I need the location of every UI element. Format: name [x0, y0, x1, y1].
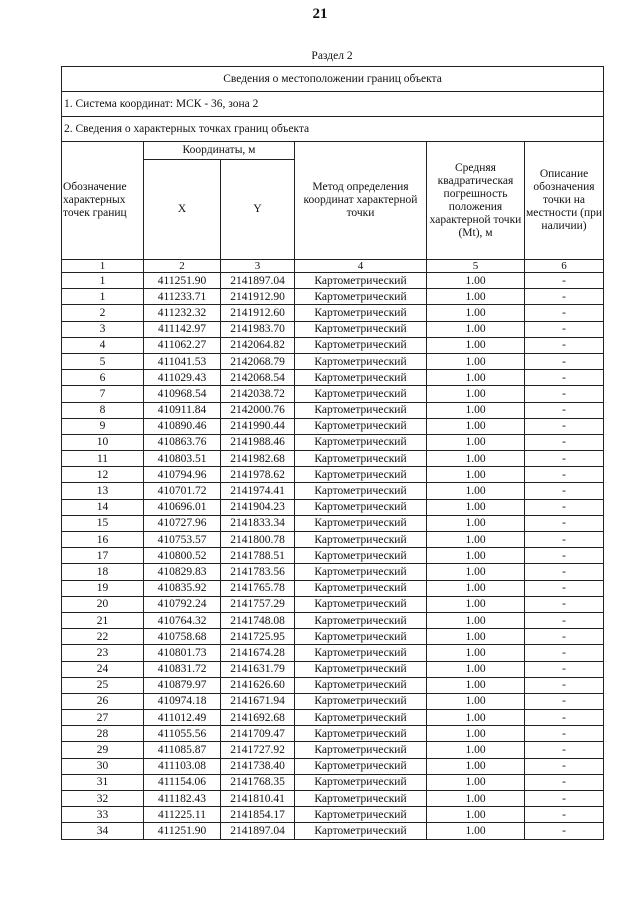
table-row — [62, 596, 604, 612]
method-cell: Картометрический — [295, 483, 427, 499]
x-coordinate-cell: 410794.96 — [144, 467, 221, 483]
header-coordinates: Координаты, м — [144, 142, 295, 160]
x-coordinate-cell: 411251.90 — [144, 823, 221, 839]
description-cell: - — [525, 661, 604, 677]
y-coordinate-cell: 2141725.95 — [221, 629, 295, 645]
table-row — [62, 273, 604, 289]
point-number-cell: 3 — [62, 321, 144, 337]
table-row — [62, 532, 604, 548]
y-coordinate-cell: 2141727.92 — [221, 742, 295, 758]
x-coordinate-cell: 411182.43 — [144, 791, 221, 807]
point-number-cell: 24 — [62, 661, 144, 677]
points-heading-row — [62, 117, 604, 142]
x-coordinate-cell: 410792.24 — [144, 596, 221, 612]
point-number-cell: 2 — [62, 305, 144, 321]
page-number: 21 — [312, 6, 328, 22]
point-number-cell: 13 — [62, 483, 144, 499]
header-x: X — [144, 160, 221, 260]
point-number-cell: 23 — [62, 645, 144, 661]
point-number-cell: 5 — [62, 353, 144, 369]
method-cell: Картометрический — [295, 612, 427, 628]
description-cell: - — [525, 451, 604, 467]
description-cell: - — [525, 726, 604, 742]
accuracy-cell: 1.00 — [427, 693, 525, 709]
method-cell: Картометрический — [295, 337, 427, 353]
point-number-cell: 1 — [62, 273, 144, 289]
table-row — [62, 418, 604, 434]
y-coordinate-cell: 2141854.17 — [221, 807, 295, 823]
x-coordinate-cell: 410890.46 — [144, 418, 221, 434]
accuracy-cell: 1.00 — [427, 337, 525, 353]
y-coordinate-cell: 2141788.51 — [221, 548, 295, 564]
x-coordinate-cell: 411251.90 — [144, 273, 221, 289]
table-row — [62, 434, 604, 450]
x-coordinate-cell: 410727.96 — [144, 515, 221, 531]
accuracy-cell: 1.00 — [427, 532, 525, 548]
method-cell: Картометрический — [295, 353, 427, 369]
y-coordinate-cell: 2141674.28 — [221, 645, 295, 661]
x-coordinate-cell: 411062.27 — [144, 337, 221, 353]
y-coordinate-cell: 2141983.70 — [221, 321, 295, 337]
method-cell: Картометрический — [295, 467, 427, 483]
y-coordinate-cell: 2141978.62 — [221, 467, 295, 483]
method-cell: Картометрический — [295, 693, 427, 709]
table-row — [62, 564, 604, 580]
point-number-cell: 12 — [62, 467, 144, 483]
method-cell: Картометрический — [295, 305, 427, 321]
y-coordinate-cell: 2141897.04 — [221, 823, 295, 839]
table-row — [62, 758, 604, 774]
accuracy-cell: 1.00 — [427, 791, 525, 807]
table-row — [62, 289, 604, 305]
y-coordinate-cell: 2141765.78 — [221, 580, 295, 596]
accuracy-cell: 1.00 — [427, 499, 525, 515]
description-cell: - — [525, 710, 604, 726]
y-coordinate-cell: 2142068.54 — [221, 370, 295, 386]
accuracy-cell: 1.00 — [427, 823, 525, 839]
method-cell: Картометрический — [295, 402, 427, 418]
table-row — [62, 742, 604, 758]
table-row — [62, 467, 604, 483]
y-coordinate-cell: 2141974.41 — [221, 483, 295, 499]
header-designation: Обозначение характерных точек границ — [62, 142, 144, 260]
point-number-cell: 4 — [62, 337, 144, 353]
accuracy-cell: 1.00 — [427, 515, 525, 531]
x-coordinate-cell: 411055.56 — [144, 726, 221, 742]
point-number-cell: 19 — [62, 580, 144, 596]
accuracy-cell: 1.00 — [427, 564, 525, 580]
x-coordinate-cell: 410758.68 — [144, 629, 221, 645]
coord-system-text: 1. Система координат: МСК - 36, зона 2 — [62, 92, 604, 117]
accuracy-cell: 1.00 — [427, 612, 525, 628]
description-cell: - — [525, 370, 604, 386]
point-number-cell: 22 — [62, 629, 144, 645]
accuracy-cell: 1.00 — [427, 742, 525, 758]
description-cell: - — [525, 402, 604, 418]
table-title: Сведения о местоположении границ объекта — [62, 67, 604, 92]
description-cell: - — [525, 807, 604, 823]
table-row — [62, 645, 604, 661]
table-row — [62, 370, 604, 386]
accuracy-cell: 1.00 — [427, 402, 525, 418]
column-number: 4 — [295, 260, 427, 273]
description-cell: - — [525, 337, 604, 353]
table-row — [62, 321, 604, 337]
y-coordinate-cell: 2141833.34 — [221, 515, 295, 531]
description-cell: - — [525, 499, 604, 515]
point-number-cell: 1 — [62, 289, 144, 305]
y-coordinate-cell: 2141757.29 — [221, 596, 295, 612]
accuracy-cell: 1.00 — [427, 596, 525, 612]
method-cell: Картометрический — [295, 580, 427, 596]
description-cell: - — [525, 629, 604, 645]
point-number-cell: 26 — [62, 693, 144, 709]
table-row — [62, 548, 604, 564]
table-row — [62, 823, 604, 839]
description-cell: - — [525, 532, 604, 548]
x-coordinate-cell: 411085.87 — [144, 742, 221, 758]
column-number: 2 — [144, 260, 221, 273]
method-cell: Картометрический — [295, 596, 427, 612]
point-number-cell: 7 — [62, 386, 144, 402]
description-cell: - — [525, 564, 604, 580]
x-coordinate-cell: 410803.51 — [144, 451, 221, 467]
table-title-row — [62, 67, 604, 92]
y-coordinate-cell: 2141988.46 — [221, 434, 295, 450]
y-coordinate-cell: 2141990.44 — [221, 418, 295, 434]
description-cell: - — [525, 548, 604, 564]
point-number-cell: 9 — [62, 418, 144, 434]
point-number-cell: 14 — [62, 499, 144, 515]
table-row — [62, 726, 604, 742]
method-cell: Картометрический — [295, 823, 427, 839]
y-coordinate-cell: 2141783.56 — [221, 564, 295, 580]
point-number-cell: 17 — [62, 548, 144, 564]
point-number-cell: 11 — [62, 451, 144, 467]
accuracy-cell: 1.00 — [427, 321, 525, 337]
table-row — [62, 774, 604, 790]
description-cell: - — [525, 515, 604, 531]
points-heading-text: 2. Сведения о характерных точках границ объекта — [62, 117, 604, 142]
point-number-cell: 34 — [62, 823, 144, 839]
description-cell: - — [525, 483, 604, 499]
column-number: 1 — [62, 260, 144, 273]
header-y: Y — [221, 160, 295, 260]
header-method: Метод определения координат характерной точки — [295, 142, 427, 260]
y-coordinate-cell: 2141709.47 — [221, 726, 295, 742]
table-row — [62, 629, 604, 645]
table-row — [62, 612, 604, 628]
accuracy-cell: 1.00 — [427, 807, 525, 823]
accuracy-cell: 1.00 — [427, 661, 525, 677]
y-coordinate-cell: 2141631.79 — [221, 661, 295, 677]
boundary-points-table — [61, 66, 604, 840]
description-cell: - — [525, 645, 604, 661]
y-coordinate-cell: 2141912.60 — [221, 305, 295, 321]
x-coordinate-cell: 410801.73 — [144, 645, 221, 661]
accuracy-cell: 1.00 — [427, 629, 525, 645]
accuracy-cell: 1.00 — [427, 467, 525, 483]
description-cell: - — [525, 596, 604, 612]
section-label: Раздел 2 — [311, 50, 353, 62]
accuracy-cell: 1.00 — [427, 289, 525, 305]
method-cell: Картометрический — [295, 532, 427, 548]
method-cell: Картометрический — [295, 418, 427, 434]
column-number: 3 — [221, 260, 295, 273]
x-coordinate-cell: 410800.52 — [144, 548, 221, 564]
method-cell: Картометрический — [295, 726, 427, 742]
method-cell: Картометрический — [295, 774, 427, 790]
y-coordinate-cell: 2142000.76 — [221, 402, 295, 418]
description-cell: - — [525, 289, 604, 305]
x-coordinate-cell: 411154.06 — [144, 774, 221, 790]
column-number: 5 — [427, 260, 525, 273]
y-coordinate-cell: 2141748.08 — [221, 612, 295, 628]
point-number-cell: 30 — [62, 758, 144, 774]
point-number-cell: 8 — [62, 402, 144, 418]
point-number-cell: 25 — [62, 677, 144, 693]
accuracy-cell: 1.00 — [427, 273, 525, 289]
x-coordinate-cell: 410764.32 — [144, 612, 221, 628]
description-cell: - — [525, 612, 604, 628]
x-coordinate-cell: 410968.54 — [144, 386, 221, 402]
accuracy-cell: 1.00 — [427, 370, 525, 386]
method-cell: Картометрический — [295, 758, 427, 774]
accuracy-cell: 1.00 — [427, 418, 525, 434]
x-coordinate-cell: 410835.92 — [144, 580, 221, 596]
x-coordinate-cell: 410911.84 — [144, 402, 221, 418]
header-description: Описание обозначения точки на местности (при наличии) — [525, 142, 604, 260]
x-coordinate-cell: 410831.72 — [144, 661, 221, 677]
point-number-cell: 10 — [62, 434, 144, 450]
accuracy-cell: 1.00 — [427, 305, 525, 321]
x-coordinate-cell: 411232.32 — [144, 305, 221, 321]
table-row — [62, 661, 604, 677]
accuracy-cell: 1.00 — [427, 483, 525, 499]
point-number-cell: 33 — [62, 807, 144, 823]
x-coordinate-cell: 410863.76 — [144, 434, 221, 450]
x-coordinate-cell: 411012.49 — [144, 710, 221, 726]
table-row — [62, 305, 604, 321]
method-cell: Картометрический — [295, 434, 427, 450]
x-coordinate-cell: 411103.08 — [144, 758, 221, 774]
table-row — [62, 710, 604, 726]
accuracy-cell: 1.00 — [427, 677, 525, 693]
description-cell: - — [525, 467, 604, 483]
point-number-cell: 18 — [62, 564, 144, 580]
description-cell: - — [525, 758, 604, 774]
y-coordinate-cell: 2142038.72 — [221, 386, 295, 402]
point-number-cell: 6 — [62, 370, 144, 386]
method-cell: Картометрический — [295, 742, 427, 758]
point-number-cell: 28 — [62, 726, 144, 742]
y-coordinate-cell: 2142064.82 — [221, 337, 295, 353]
accuracy-cell: 1.00 — [427, 353, 525, 369]
table-row — [62, 515, 604, 531]
column-numbers-row — [62, 260, 604, 273]
table-row — [62, 451, 604, 467]
y-coordinate-cell: 2141768.35 — [221, 774, 295, 790]
point-number-cell: 15 — [62, 515, 144, 531]
accuracy-cell: 1.00 — [427, 451, 525, 467]
x-coordinate-cell: 410829.83 — [144, 564, 221, 580]
y-coordinate-cell: 2141692.68 — [221, 710, 295, 726]
method-cell: Картометрический — [295, 548, 427, 564]
description-cell: - — [525, 774, 604, 790]
point-number-cell: 20 — [62, 596, 144, 612]
x-coordinate-cell: 411029.43 — [144, 370, 221, 386]
table-row — [62, 402, 604, 418]
accuracy-cell: 1.00 — [427, 548, 525, 564]
description-cell: - — [525, 742, 604, 758]
method-cell: Картометрический — [295, 451, 427, 467]
table-row — [62, 483, 604, 499]
point-number-cell: 27 — [62, 710, 144, 726]
table-row — [62, 791, 604, 807]
description-cell: - — [525, 321, 604, 337]
x-coordinate-cell: 410696.01 — [144, 499, 221, 515]
x-coordinate-cell: 411233.71 — [144, 289, 221, 305]
x-coordinate-cell: 411142.97 — [144, 321, 221, 337]
x-coordinate-cell: 410974.18 — [144, 693, 221, 709]
method-cell: Картометрический — [295, 807, 427, 823]
description-cell: - — [525, 434, 604, 450]
column-number: 6 — [525, 260, 604, 273]
point-number-cell: 31 — [62, 774, 144, 790]
point-number-cell: 16 — [62, 532, 144, 548]
table-row — [62, 807, 604, 823]
x-coordinate-cell: 411225.11 — [144, 807, 221, 823]
description-cell: - — [525, 791, 604, 807]
accuracy-cell: 1.00 — [427, 580, 525, 596]
point-number-cell: 29 — [62, 742, 144, 758]
table-row — [62, 337, 604, 353]
y-coordinate-cell: 2142068.79 — [221, 353, 295, 369]
table-row — [62, 580, 604, 596]
header-accuracy: Средняя квадратическая погрешность положения характерной точки (Mt), м — [427, 142, 525, 260]
y-coordinate-cell: 2141738.40 — [221, 758, 295, 774]
description-cell: - — [525, 386, 604, 402]
method-cell: Картометрический — [295, 515, 427, 531]
method-cell: Картометрический — [295, 661, 427, 677]
x-coordinate-cell: 410701.72 — [144, 483, 221, 499]
description-cell: - — [525, 305, 604, 321]
x-coordinate-cell: 410753.57 — [144, 532, 221, 548]
accuracy-cell: 1.00 — [427, 434, 525, 450]
method-cell: Картометрический — [295, 710, 427, 726]
description-cell: - — [525, 693, 604, 709]
accuracy-cell: 1.00 — [427, 758, 525, 774]
table-row — [62, 677, 604, 693]
method-cell: Картометрический — [295, 289, 427, 305]
method-cell: Картометрический — [295, 564, 427, 580]
method-cell: Картометрический — [295, 273, 427, 289]
accuracy-cell: 1.00 — [427, 710, 525, 726]
method-cell: Картометрический — [295, 370, 427, 386]
y-coordinate-cell: 2141800.78 — [221, 532, 295, 548]
description-cell: - — [525, 273, 604, 289]
method-cell: Картометрический — [295, 386, 427, 402]
description-cell: - — [525, 418, 604, 434]
accuracy-cell: 1.00 — [427, 726, 525, 742]
x-coordinate-cell: 411041.53 — [144, 353, 221, 369]
x-coordinate-cell: 410879.97 — [144, 677, 221, 693]
description-cell: - — [525, 677, 604, 693]
table-row — [62, 499, 604, 515]
method-cell: Картометрический — [295, 321, 427, 337]
accuracy-cell: 1.00 — [427, 774, 525, 790]
description-cell: - — [525, 353, 604, 369]
method-cell: Картометрический — [295, 677, 427, 693]
method-cell: Картометрический — [295, 499, 427, 515]
coord-system-row — [62, 92, 604, 117]
description-cell: - — [525, 580, 604, 596]
table-row — [62, 386, 604, 402]
accuracy-cell: 1.00 — [427, 386, 525, 402]
description-cell: - — [525, 823, 604, 839]
y-coordinate-cell: 2141810.41 — [221, 791, 295, 807]
y-coordinate-cell: 2141897.04 — [221, 273, 295, 289]
table-row — [62, 693, 604, 709]
y-coordinate-cell: 2141982.68 — [221, 451, 295, 467]
y-coordinate-cell: 2141626.60 — [221, 677, 295, 693]
accuracy-cell: 1.00 — [427, 645, 525, 661]
point-number-cell: 32 — [62, 791, 144, 807]
header-row-1 — [62, 142, 604, 160]
table-row — [62, 353, 604, 369]
method-cell: Картометрический — [295, 791, 427, 807]
y-coordinate-cell: 2141912.90 — [221, 289, 295, 305]
point-number-cell: 21 — [62, 612, 144, 628]
method-cell: Картометрический — [295, 645, 427, 661]
method-cell: Картометрический — [295, 629, 427, 645]
y-coordinate-cell: 2141671.94 — [221, 693, 295, 709]
y-coordinate-cell: 2141904.23 — [221, 499, 295, 515]
